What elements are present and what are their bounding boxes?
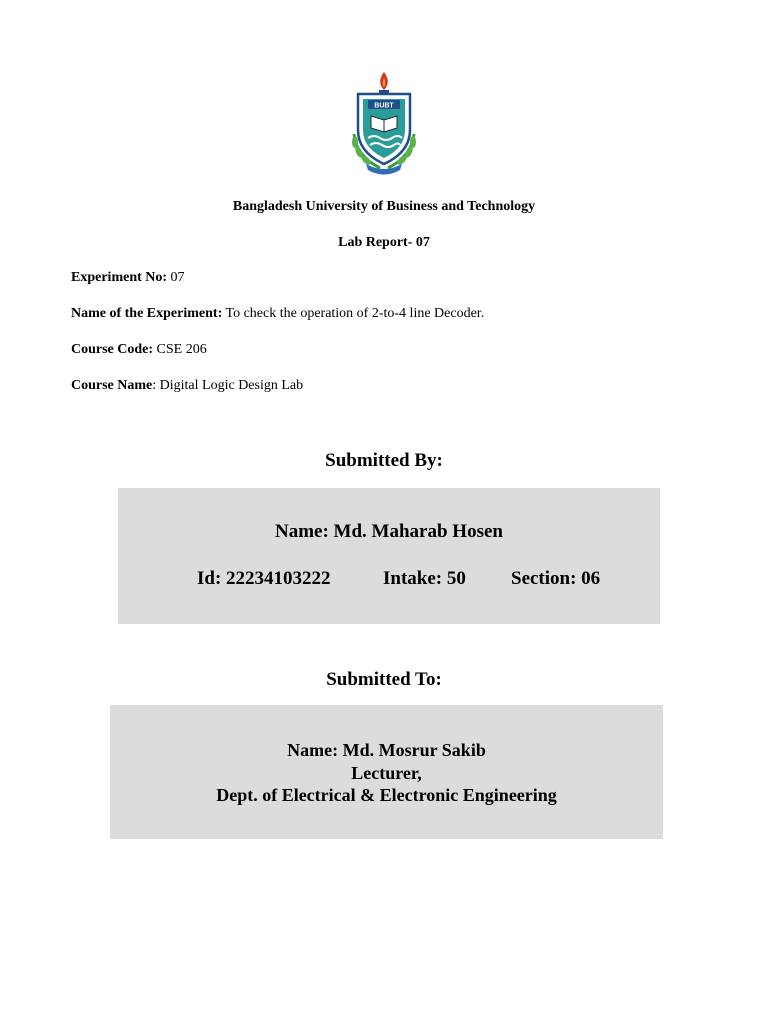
- course-name-label: Course Name: [71, 378, 153, 393]
- student-id: Id: 22234103222: [197, 568, 331, 589]
- teacher-name: Name: Md. Mosrur Sakib: [287, 740, 486, 760]
- teacher-department: Dept. of Electrical & Electronic Engineering: [216, 785, 557, 805]
- submitted-by-heading: Submitted By:: [325, 450, 443, 471]
- experiment-no-value: 07: [167, 270, 185, 285]
- experiment-name-value: To check the operation of 2-to-4 line Decoder.: [222, 306, 485, 321]
- teacher-designation: Lecturer,: [351, 762, 422, 783]
- university-crest-icon: [308, 60, 460, 182]
- experiment-name-label: Name of the Experiment:: [71, 306, 223, 321]
- student-section: Section: 06: [511, 568, 601, 589]
- experiment-no-field: [71, 270, 185, 286]
- student-name: Name: Md. Maharab Hosen: [275, 521, 503, 542]
- submitted-by-box: [118, 488, 660, 624]
- course-name-field: [71, 378, 303, 394]
- course-name-value: : Digital Logic Design Lab: [152, 378, 304, 393]
- experiment-no-label: Experiment No:: [71, 270, 168, 285]
- course-code-field: [71, 342, 207, 358]
- course-code-label: Course Code:: [71, 342, 154, 357]
- university-name: Bangladesh University of Business and Technology: [232, 199, 536, 214]
- report-title: Lab Report- 07: [338, 235, 430, 250]
- course-code-value: CSE 206: [153, 342, 207, 357]
- logo-text: BUBT: [374, 102, 394, 110]
- experiment-name-field: [71, 306, 484, 322]
- submitted-to-box: [110, 705, 663, 839]
- submitted-to-heading: Submitted To:: [326, 669, 442, 690]
- student-intake: Intake: 50: [383, 568, 466, 589]
